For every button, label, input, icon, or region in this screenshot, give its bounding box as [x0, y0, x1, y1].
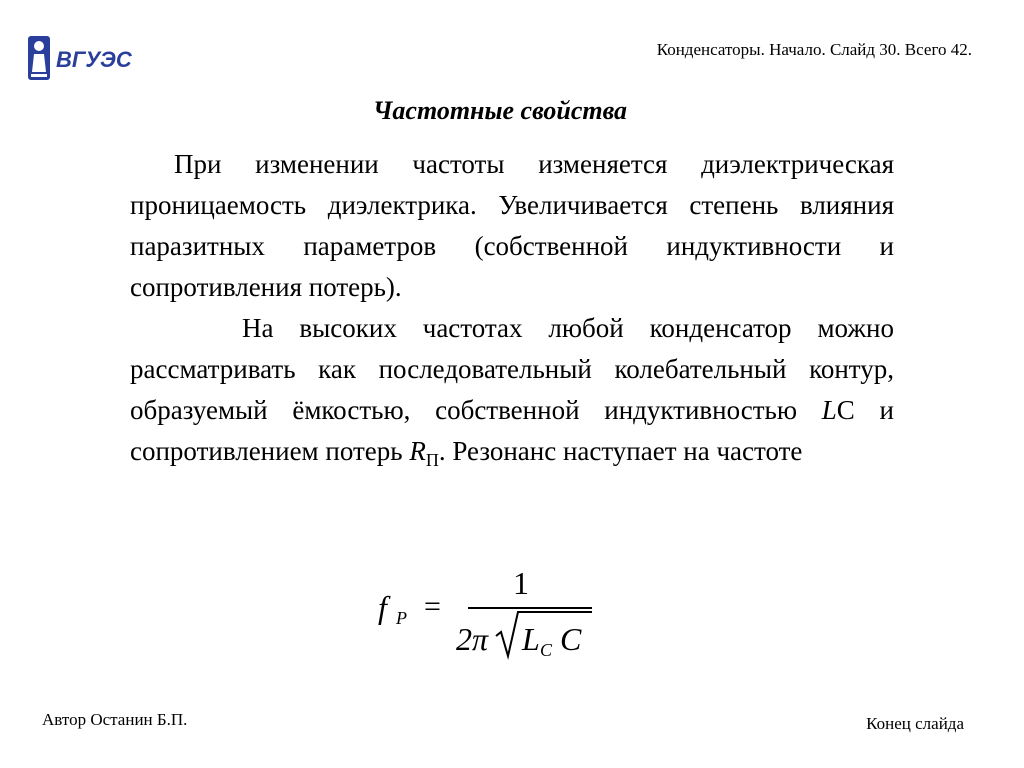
formula-numerator: 1	[513, 566, 529, 601]
formula-denominator-prefix: 2π	[456, 621, 489, 657]
slide-body	[130, 144, 894, 481]
paragraph-2	[130, 308, 894, 481]
symbol-r-sub: П	[425, 450, 439, 470]
paragraph-2-main: На высоких частотах любой конденсатор можно рассматривать как последовательный колебательный контур, образуемый ёмкостью, собственной индуктивностью	[130, 313, 894, 425]
symbol-l-sub: C	[836, 395, 855, 425]
slide-info: Конденсаторы. Начало. Слайд 30. Всего 42.	[656, 40, 972, 59]
formula-radicand-l: L	[522, 621, 540, 657]
symbol-r: R	[409, 436, 426, 466]
slide-title: Частотные свойства	[372, 96, 628, 125]
formula-lhs: f	[378, 589, 387, 625]
end-of-slide-link[interactable]: Конец слайда	[866, 714, 964, 733]
logo-text: ВГУЭС	[56, 47, 132, 72]
formula-equals: =	[424, 590, 441, 623]
formula-radicand-l-sub: C	[540, 640, 553, 660]
formula-radicand-c: C	[560, 621, 582, 657]
resonance-formula	[372, 566, 602, 666]
formula-lhs-sub: P	[396, 608, 407, 628]
logo	[26, 34, 146, 84]
text-end: . Резонанс наступает на частоте	[438, 436, 803, 466]
author-label: Автор Останин Б.П.	[42, 710, 188, 729]
paragraph-1: При изменении частоты изменяется диэлектрическая проницаемость диэлектрика. Увеличивается степень влияния паразитных параметров (собственной индуктивности и сопротивления потерь).	[130, 149, 894, 302]
university-logo-icon	[28, 36, 50, 80]
symbol-l: L	[821, 395, 837, 425]
text-after-l: и сопротивлением потерь	[130, 395, 894, 466]
